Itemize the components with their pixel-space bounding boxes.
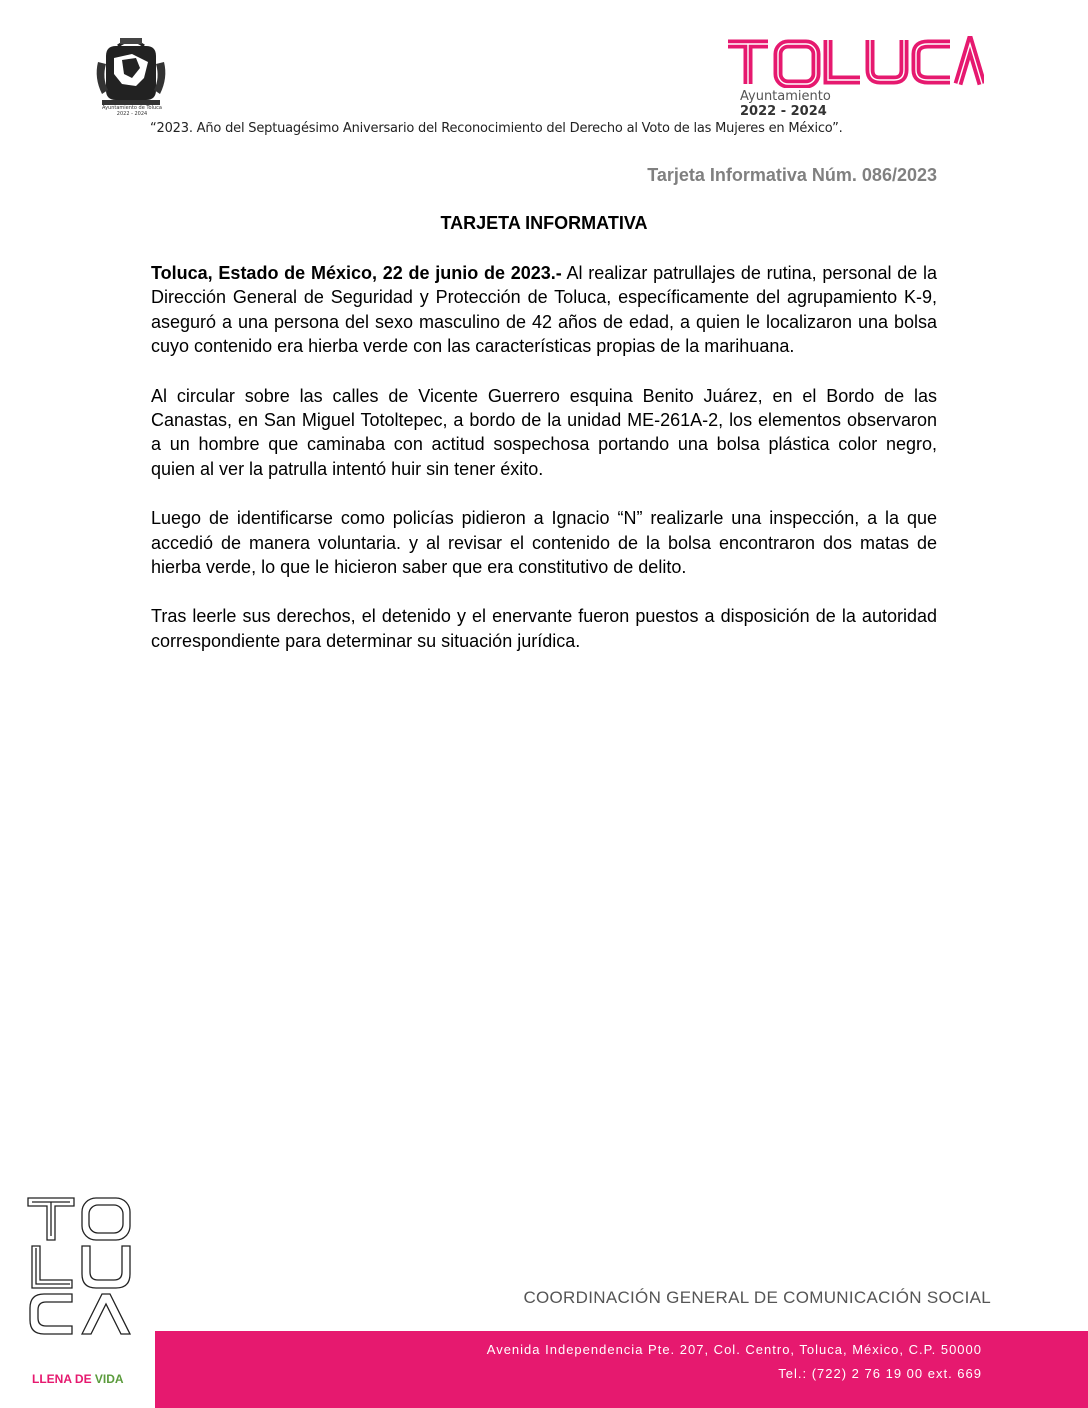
- footer-toluca-logo: [26, 1196, 136, 1336]
- toluca-logo: [724, 36, 984, 88]
- document-title: TARJETA INFORMATIVA: [440, 213, 648, 233]
- footer-phone: Tel.: (722) 2 76 19 00 ext. 669: [778, 1366, 982, 1381]
- logo-ayuntamiento-label: Ayuntamiento: [740, 89, 831, 104]
- seal-caption-line2: 2022 - 2024: [116, 111, 148, 117]
- coordination-label: COORDINACIÓN GENERAL DE COMUNICACIÓN SOCIAL: [523, 1288, 991, 1307]
- document-body: [151, 261, 937, 678]
- footer-address: Avenida Independencia Pte. 207, Col. Centro, Toluca, México, C.P. 50000: [486, 1342, 982, 1357]
- paragraph-4: Tras leerle sus derechos, el detenido y el enervante fueron puestos a disposición de la autoridad correspondiente para determinar su situación jurídica.: [151, 606, 937, 651]
- tagline-de: DE: [74, 1372, 92, 1386]
- paragraph-1: [151, 261, 937, 359]
- seal-caption-line1: Ayuntamiento de Toluca: [102, 105, 162, 111]
- paragraph-2: Al circular sobre las calles de Vicente Guerrero esquina Benito Juárez, en el Bordo de las Canastas, en San Miguel Totoltepec, a bordo de la unidad ME-261A-2, los elementos observaron a un hombre que caminaba con actitud sospechosa portando una bolsa plástica color negro, quien al ver la patrulla intentó huir sin tener éxito.: [151, 385, 937, 479]
- seal-caption: [84, 105, 180, 117]
- paragraph-3: Luego de identificarse como policías pidieron a Ignacio “N” realizarle una inspección, a la que accedió de manera voluntaria. y al revisar el contenido de la bolsa encontraron dos matas de hierba verde, lo que le hicieron saber que era constitutivo de delito.: [151, 508, 937, 578]
- tagline-vida: VIDA: [94, 1372, 124, 1386]
- logo-period-label: 2022 - 2024: [740, 104, 827, 119]
- dateline: Toluca, Estado de México, 22 de junio de 2023.-: [151, 263, 562, 283]
- year-slogan: “2023. Año del Septuagésimo Aniversario del Reconocimiento del Derecho al Voto de las Mujeres en México”.: [150, 121, 843, 136]
- tagline-llena: LLENA: [32, 1372, 72, 1386]
- paragraph-1-text: Al realizar patrullajes de rutina, personal de la Dirección General de Seguridad y Protección de Toluca, específicamente del agrupamiento K-9, aseguró a una persona del sexo masculino de 42 años de edad, a quien le localizaron una bolsa cuyo contenido era hierba verde con las características propias de la marihuana.: [151, 263, 937, 357]
- card-number: Tarjeta Informativa Núm. 086/2023: [647, 165, 937, 185]
- footer-tagline: [32, 1372, 124, 1386]
